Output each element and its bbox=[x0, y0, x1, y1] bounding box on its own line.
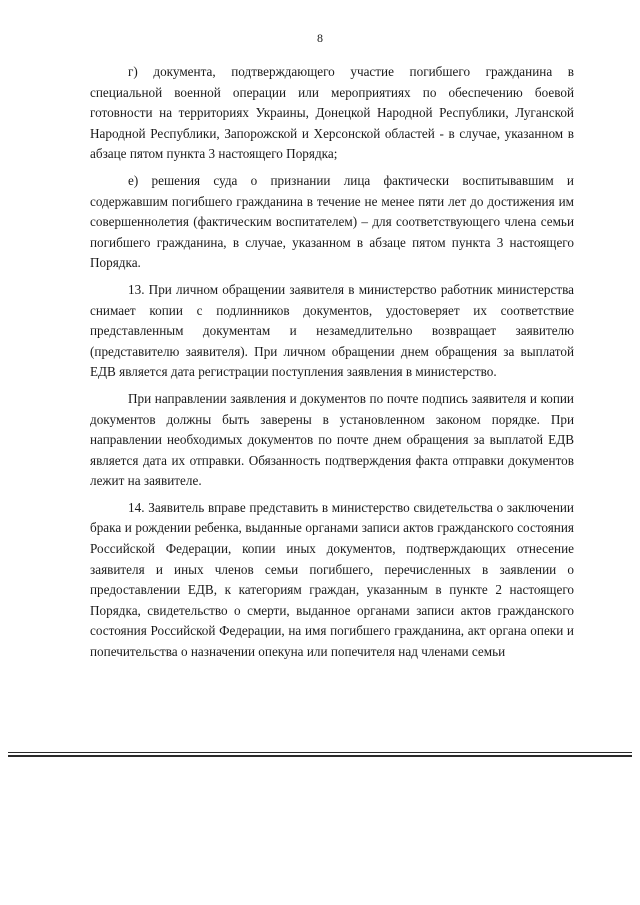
bottom-divider-thick bbox=[8, 755, 632, 757]
document-body bbox=[90, 62, 574, 669]
paragraph-e: е) решения суда о признании лица фактически воспитывавшим и содержавшим погибшего гражданина в течение не менее пяти лет до достижения им совершеннолетия (фактическим воспитателем) – для соответствующего члена семьи погибшего гражданина, в случае, указанном в абзаце пятом пункта 3 настоящего Порядка. bbox=[90, 172, 574, 271]
paragraph-13: 13. При личном обращении заявителя в министерство работник министерства снимает копии с подлинников документов, удостоверяет их соответствие представленным документам и незамедлительно возвращает заявителю (представителю заявителя). При личном обращении днем обращения за выплатой ЕДВ является дата регистрации поступления заявления в министерство. bbox=[90, 281, 574, 380]
paragraph-13-mail: При направлении заявления и документов по почте подпись заявителя и копии документов должны быть заверены в установленном законом порядке. При направлении необходимых документов по почте днем обращения за выплатой ЕДВ является дата их отправки. Обязанность подтверждения факта отправки документов лежит на заявителе. bbox=[90, 390, 574, 489]
page-number: 8 bbox=[317, 31, 323, 45]
paragraph-14: 14. Заявитель вправе представить в министерство свидетельства о заключении брака и рождении ребенка, выданные органами записи актов гражданского состояния Российской Федерации, копии иных документов, подтверждающих отнесение заявителя и иных членов семьи погибшего, перечисленных в заявлении о предоставлении ЕДВ, к категориям граждан, указанным в пункте 2 настоящего Порядка, свидетельство о смерти, выданное органами записи актов гражданского состояния Российской Федерации, на имя погибшего гражданина, акт органа опеки и попечительства о назначении опекуна или попечителя над членами семьи bbox=[90, 499, 574, 660]
paragraph-g: г) документа, подтверждающего участие погибшего гражданина в специальной военной операции или мероприятиях по обеспечению боевой готовности на территориях Украины, Донецкой Народной Республики, Луганской Народной Республики, Запорожской и Херсонской областей - в случае, указанном в абзаце пятом пункта 3 настоящего Порядка; bbox=[90, 64, 574, 162]
bottom-divider bbox=[8, 752, 632, 753]
